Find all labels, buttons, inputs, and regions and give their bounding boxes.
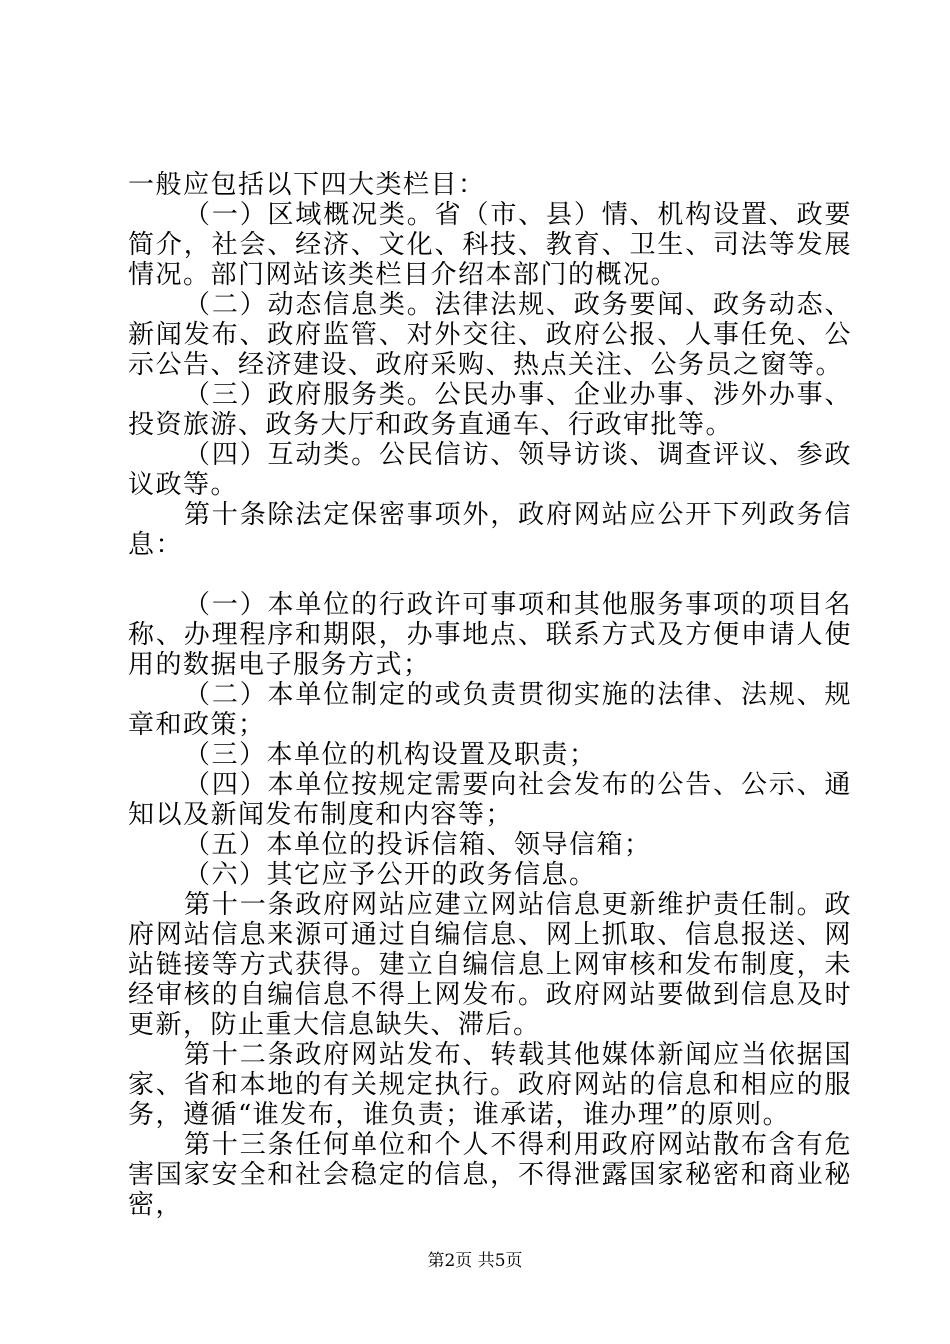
paragraph-category-3: （三）政府服务类。公民办事、企业办事、涉外办事、投资旅游、政务大厅和政务直通车、行政审批等。 — [128, 380, 852, 440]
paragraph-item-4: （四）本单位按规定需要向社会发布的公告、公示、通知以及新闻发布制度和内容等； — [128, 770, 852, 830]
paragraph-item-5: （五）本单位的投诉信箱、领导信箱； — [184, 830, 652, 860]
paragraph-item-1: （一）本单位的行政许可事项和其他服务事项的项目名称、办理程序和期限，办事地点、联系方式及方便申请人使用的数据电子服务方式； — [128, 590, 852, 680]
paragraph-item-3: （三）本单位的机构设置及职责； — [184, 740, 597, 770]
paragraph-item-2: （二）本单位制定的或负责贯彻实施的法律、法规、规章和政策； — [128, 680, 852, 740]
paragraph-article-10: 第十条除法定保密事项外，政府网站应公开下列政务信息： — [128, 500, 852, 560]
paragraph-category-2: （二）动态信息类。法律法规、政务要闻、政务动态、新闻发布、政府监管、对外交往、政府公报、人事任免、公示公告、经济建设、政府采购、热点关注、公务员之窗等。 — [128, 290, 852, 380]
page-number-footer: 第2页 共5页 — [427, 1251, 523, 1271]
paragraph-category-1: （一）区域概况类。省（市、县）情、机构设置、政要简介，社会、经济、文化、科技、教育、卫生、司法等发展情况。部门网站该类栏目介绍本部门的概况。 — [128, 200, 852, 290]
paragraph-article-11: 第十一条政府网站应建立网站信息更新维护责任制。政府网站信息来源可通过自编信息、网上抓取、信息报送、网站链接等方式获得。建立自编信息上网审核和发布制度，未经审核的自编信息不得上网发布。政府网站要做到信息及时更新，防止重大信息缺失、滞后。 — [128, 890, 852, 1040]
paragraph-article-13: 第十三条任何单位和个人不得利用政府网站散布含有危害国家安全和社会稳定的信息，不得泄露国家秘密和商业秘密， — [128, 1130, 852, 1220]
paragraph-category-4: （四）互动类。公民信访、领导访谈、调查评议、参政议政等。 — [128, 440, 852, 500]
paragraph-article-12: 第十二条政府网站发布、转载其他媒体新闻应当依据国家、省和本地的有关规定执行。政府网站的信息和相应的服务，遵循“谁发布，谁负责；谁承诺，谁办理”的原则。 — [128, 1040, 852, 1130]
document-body — [128, 170, 852, 1220]
paragraph-intro: 一般应包括以下四大类栏目： — [128, 170, 486, 200]
paragraph-item-6: （六）其它应予公开的政务信息。 — [184, 860, 597, 890]
